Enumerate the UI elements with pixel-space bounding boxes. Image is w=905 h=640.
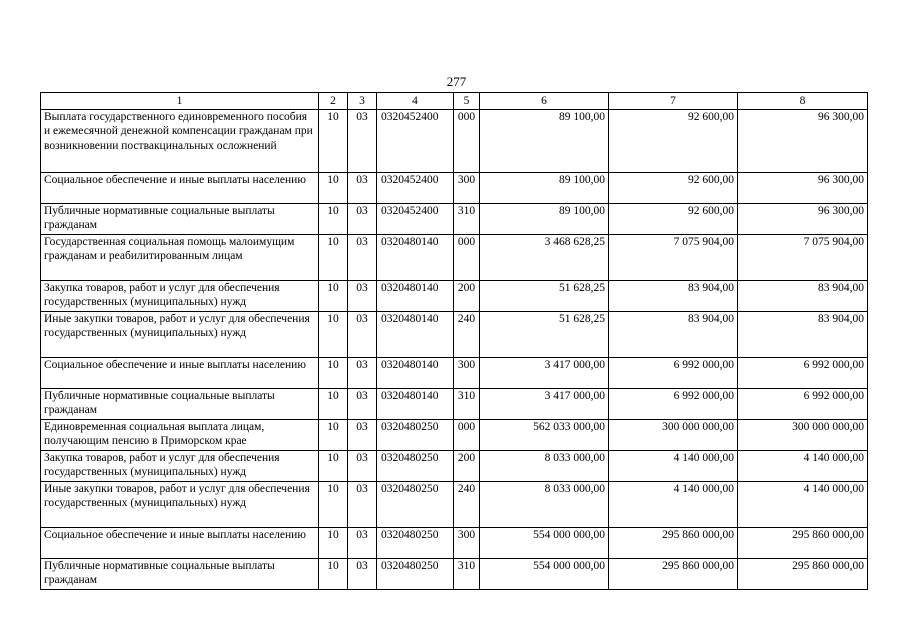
table-row [41, 420, 868, 451]
column-header: 6 [480, 93, 609, 110]
column-header: 7 [609, 93, 738, 110]
amount-year-2-cell: 92 600,00 [609, 204, 738, 235]
expense-type-code-cell: 300 [454, 358, 480, 389]
amount-year-1-cell: 89 100,00 [480, 110, 609, 173]
subsection-code-cell: 03 [348, 482, 377, 528]
target-article-code-cell: 0320480250 [377, 559, 454, 590]
table-row [41, 235, 868, 281]
amount-year-2-cell: 92 600,00 [609, 173, 738, 204]
section-code-cell: 10 [319, 420, 348, 451]
expense-type-code-cell: 200 [454, 281, 480, 312]
amount-year-3-cell: 6 992 000,00 [738, 358, 868, 389]
amount-year-1-cell: 8 033 000,00 [480, 451, 609, 482]
amount-year-3-cell: 96 300,00 [738, 204, 868, 235]
section-code-cell: 10 [319, 451, 348, 482]
row-name-cell: Выплата государственного единовременного пособия и ежемесячной денежной компенсации гражданам при возникновении поствакцинальных осложнений [41, 110, 319, 173]
page-number: 277 [446, 74, 467, 89]
amount-year-3-cell: 300 000 000,00 [738, 420, 868, 451]
target-article-code-cell: 0320452400 [377, 204, 454, 235]
table-header-row [41, 93, 868, 110]
section-code-cell: 10 [319, 235, 348, 281]
target-article-code-cell: 0320480140 [377, 358, 454, 389]
column-header: 3 [348, 93, 377, 110]
table-body [41, 110, 868, 590]
subsection-code-cell: 03 [348, 389, 377, 420]
amount-year-3-cell: 7 075 904,00 [738, 235, 868, 281]
subsection-code-cell: 03 [348, 451, 377, 482]
expense-type-code-cell: 300 [454, 173, 480, 204]
subsection-code-cell: 03 [348, 204, 377, 235]
row-name-cell: Закупка товаров, работ и услуг для обеспечения государственных (муниципальных) нужд [41, 281, 319, 312]
row-name-cell: Публичные нормативные социальные выплаты гражданам [41, 559, 319, 590]
budget-table [40, 92, 868, 590]
amount-year-1-cell: 8 033 000,00 [480, 482, 609, 528]
expense-type-code-cell: 000 [454, 420, 480, 451]
amount-year-1-cell: 554 000 000,00 [480, 559, 609, 590]
target-article-code-cell: 0320480250 [377, 482, 454, 528]
section-code-cell: 10 [319, 389, 348, 420]
table-row [41, 358, 868, 389]
section-code-cell: 10 [319, 312, 348, 358]
amount-year-2-cell: 7 075 904,00 [609, 235, 738, 281]
subsection-code-cell: 03 [348, 110, 377, 173]
table-row [41, 281, 868, 312]
amount-year-2-cell: 295 860 000,00 [609, 528, 738, 559]
amount-year-1-cell: 562 033 000,00 [480, 420, 609, 451]
section-code-cell: 10 [319, 110, 348, 173]
amount-year-2-cell: 4 140 000,00 [609, 482, 738, 528]
table-row [41, 559, 868, 590]
row-name-cell: Социальное обеспечение и иные выплаты населению [41, 173, 319, 204]
subsection-code-cell: 03 [348, 420, 377, 451]
row-name-cell: Закупка товаров, работ и услуг для обеспечения государственных (муниципальных) нужд [41, 451, 319, 482]
section-code-cell: 10 [319, 358, 348, 389]
amount-year-1-cell: 3 417 000,00 [480, 358, 609, 389]
expense-type-code-cell: 240 [454, 312, 480, 358]
target-article-code-cell: 0320452400 [377, 173, 454, 204]
subsection-code-cell: 03 [348, 559, 377, 590]
subsection-code-cell: 03 [348, 312, 377, 358]
target-article-code-cell: 0320480250 [377, 420, 454, 451]
amount-year-1-cell: 51 628,25 [480, 312, 609, 358]
target-article-code-cell: 0320480140 [377, 235, 454, 281]
expense-type-code-cell: 000 [454, 110, 480, 173]
table-row [41, 312, 868, 358]
expense-type-code-cell: 310 [454, 389, 480, 420]
table-row [41, 482, 868, 528]
row-name-cell: Социальное обеспечение и иные выплаты населению [41, 528, 319, 559]
amount-year-1-cell: 3 468 628,25 [480, 235, 609, 281]
table-row [41, 173, 868, 204]
amount-year-1-cell: 3 417 000,00 [480, 389, 609, 420]
table-row [41, 110, 868, 173]
target-article-code-cell: 0320480140 [377, 389, 454, 420]
target-article-code-cell: 0320452400 [377, 110, 454, 173]
section-code-cell: 10 [319, 173, 348, 204]
subsection-code-cell: 03 [348, 358, 377, 389]
column-header: 5 [454, 93, 480, 110]
column-header: 1 [41, 93, 319, 110]
section-code-cell: 10 [319, 281, 348, 312]
table-row [41, 528, 868, 559]
amount-year-3-cell: 295 860 000,00 [738, 559, 868, 590]
amount-year-1-cell: 51 628,25 [480, 281, 609, 312]
amount-year-2-cell: 300 000 000,00 [609, 420, 738, 451]
section-code-cell: 10 [319, 482, 348, 528]
amount-year-1-cell: 89 100,00 [480, 204, 609, 235]
table-row [41, 204, 868, 235]
column-header: 2 [319, 93, 348, 110]
row-name-cell: Иные закупки товаров, работ и услуг для обеспечения государственных (муниципальных) нужд [41, 482, 319, 528]
table-row [41, 389, 868, 420]
amount-year-3-cell: 6 992 000,00 [738, 389, 868, 420]
amount-year-2-cell: 83 904,00 [609, 312, 738, 358]
amount-year-2-cell: 295 860 000,00 [609, 559, 738, 590]
section-code-cell: 10 [319, 528, 348, 559]
section-code-cell: 10 [319, 204, 348, 235]
target-article-code-cell: 0320480250 [377, 451, 454, 482]
subsection-code-cell: 03 [348, 281, 377, 312]
row-name-cell: Публичные нормативные социальные выплаты гражданам [41, 204, 319, 235]
target-article-code-cell: 0320480140 [377, 281, 454, 312]
row-name-cell: Публичные нормативные социальные выплаты гражданам [41, 389, 319, 420]
expense-type-code-cell: 240 [454, 482, 480, 528]
expense-type-code-cell: 300 [454, 528, 480, 559]
section-code-cell: 10 [319, 559, 348, 590]
amount-year-2-cell: 6 992 000,00 [609, 389, 738, 420]
expense-type-code-cell: 000 [454, 235, 480, 281]
amount-year-3-cell: 295 860 000,00 [738, 528, 868, 559]
amount-year-3-cell: 83 904,00 [738, 312, 868, 358]
row-name-cell: Иные закупки товаров, работ и услуг для обеспечения государственных (муниципальных) нужд [41, 312, 319, 358]
subsection-code-cell: 03 [348, 173, 377, 204]
row-name-cell: Социальное обеспечение и иные выплаты населению [41, 358, 319, 389]
amount-year-3-cell: 96 300,00 [738, 173, 868, 204]
amount-year-3-cell: 83 904,00 [738, 281, 868, 312]
subsection-code-cell: 03 [348, 528, 377, 559]
expense-type-code-cell: 310 [454, 559, 480, 590]
expense-type-code-cell: 310 [454, 204, 480, 235]
subsection-code-cell: 03 [348, 235, 377, 281]
column-header: 4 [377, 93, 454, 110]
target-article-code-cell: 0320480140 [377, 312, 454, 358]
amount-year-1-cell: 554 000 000,00 [480, 528, 609, 559]
amount-year-1-cell: 89 100,00 [480, 173, 609, 204]
column-header: 8 [738, 93, 868, 110]
row-name-cell: Государственная социальная помощь малоимущим гражданам и реабилитированным лицам [41, 235, 319, 281]
amount-year-2-cell: 6 992 000,00 [609, 358, 738, 389]
amount-year-2-cell: 92 600,00 [609, 110, 738, 173]
amount-year-3-cell: 96 300,00 [738, 110, 868, 173]
expense-type-code-cell: 200 [454, 451, 480, 482]
table-row [41, 451, 868, 482]
amount-year-3-cell: 4 140 000,00 [738, 451, 868, 482]
target-article-code-cell: 0320480250 [377, 528, 454, 559]
amount-year-3-cell: 4 140 000,00 [738, 482, 868, 528]
amount-year-2-cell: 83 904,00 [609, 281, 738, 312]
row-name-cell: Единовременная социальная выплата лицам, получающим пенсию в Приморском крае [41, 420, 319, 451]
amount-year-2-cell: 4 140 000,00 [609, 451, 738, 482]
